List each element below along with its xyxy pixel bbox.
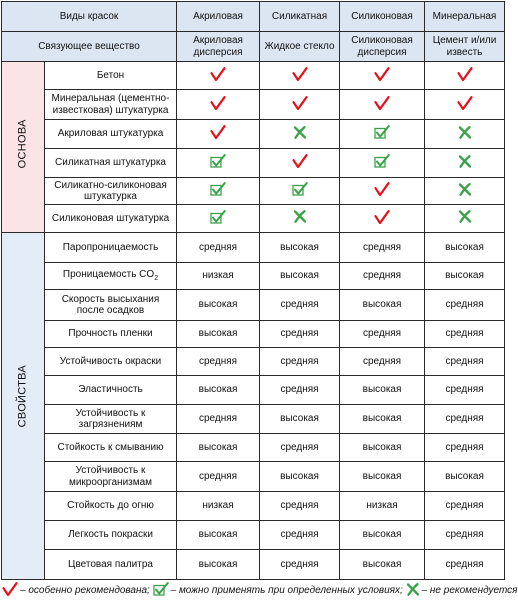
property-value: средняя bbox=[340, 263, 425, 290]
property-label-text: Проницаемость CO bbox=[62, 268, 155, 280]
binder-value: Акриловая дисперсия bbox=[177, 32, 260, 62]
base-section bbox=[2, 62, 505, 233]
property-label bbox=[45, 492, 177, 521]
property-value: средняя bbox=[260, 492, 340, 521]
base-row bbox=[2, 90, 505, 120]
property-label-text: Цветовая палитра bbox=[68, 558, 153, 570]
compatibility-cell bbox=[425, 205, 505, 233]
property-value: средняя bbox=[425, 492, 505, 521]
property-value: высокая bbox=[260, 263, 340, 290]
red-check-icon bbox=[292, 67, 308, 85]
property-value: средняя bbox=[260, 321, 340, 348]
compatibility-cell bbox=[340, 62, 425, 90]
compatibility-cell bbox=[260, 178, 340, 205]
red-check-icon bbox=[374, 182, 390, 200]
property-value: средняя bbox=[425, 434, 505, 462]
property-value: высокая bbox=[340, 290, 425, 321]
legend bbox=[2, 582, 518, 599]
property-value: средняя bbox=[425, 290, 505, 321]
paint-comparison-table bbox=[1, 1, 505, 580]
property-row bbox=[2, 376, 505, 405]
property-value: средняя bbox=[340, 233, 425, 263]
red-check-icon bbox=[374, 67, 390, 85]
base-row bbox=[2, 62, 505, 90]
green-cross-icon bbox=[458, 155, 472, 172]
legend-check-text: – особенно рекомендована; bbox=[20, 585, 150, 596]
property-value: средняя bbox=[425, 550, 505, 580]
compatibility-cell bbox=[340, 90, 425, 120]
green-box-check-icon bbox=[153, 582, 169, 599]
base-row-label: Силикатная штукатурка bbox=[45, 149, 177, 178]
compatibility-cell bbox=[425, 149, 505, 178]
property-value: высокая bbox=[177, 434, 260, 462]
property-label bbox=[45, 233, 177, 263]
base-row bbox=[2, 205, 505, 233]
property-value: высокая bbox=[260, 462, 340, 492]
property-value: высокая bbox=[340, 434, 425, 462]
property-value: высокая bbox=[425, 263, 505, 290]
property-label-text: Прочность пленки bbox=[68, 328, 153, 340]
property-label bbox=[45, 376, 177, 405]
property-label bbox=[45, 348, 177, 376]
header-col-acrylic: Акриловая bbox=[177, 2, 260, 32]
compatibility-cell bbox=[340, 149, 425, 178]
property-value: средняя bbox=[260, 521, 340, 550]
property-row bbox=[2, 233, 505, 263]
green-cross-icon bbox=[458, 210, 472, 227]
property-label-text: Легкость покраски bbox=[68, 529, 153, 541]
property-value: высокая bbox=[177, 321, 260, 348]
property-label bbox=[45, 263, 177, 290]
header-col-silicate: Силикатная bbox=[260, 2, 340, 32]
property-label bbox=[45, 321, 177, 348]
base-row-label: Акриловая штукатурка bbox=[45, 120, 177, 149]
property-value: высокая bbox=[177, 376, 260, 405]
property-value: средняя bbox=[177, 462, 260, 492]
compatibility-cell bbox=[260, 90, 340, 120]
property-value: средняя bbox=[260, 348, 340, 376]
property-value: высокая bbox=[177, 290, 260, 321]
property-value: средняя bbox=[340, 348, 425, 376]
green-box-check-icon bbox=[374, 154, 390, 172]
red-check-icon bbox=[2, 582, 18, 599]
property-row bbox=[2, 405, 505, 434]
compatibility-cell bbox=[177, 149, 260, 178]
property-label-subscript: 2 bbox=[154, 274, 159, 282]
property-label bbox=[45, 550, 177, 580]
red-check-icon bbox=[457, 96, 473, 114]
property-value: высокая bbox=[425, 233, 505, 263]
property-row bbox=[2, 263, 505, 290]
property-value: высокая bbox=[340, 405, 425, 434]
property-label-text: Паропроницаемость bbox=[62, 241, 159, 253]
header-col-mineral: Минеральная bbox=[425, 2, 505, 32]
property-label-text: Устойчивость окраски bbox=[59, 355, 162, 367]
property-row bbox=[2, 321, 505, 348]
property-label-text: Скорость высыхания после осадков bbox=[61, 293, 160, 316]
property-label-text: Устойчивость к загрязнениям bbox=[75, 407, 146, 430]
compatibility-cell bbox=[340, 205, 425, 233]
green-box-check-icon bbox=[292, 182, 308, 200]
red-check-icon bbox=[210, 96, 226, 114]
property-value: высокая bbox=[425, 462, 505, 492]
property-label bbox=[45, 462, 177, 492]
red-check-icon bbox=[292, 154, 308, 172]
red-check-icon bbox=[374, 210, 390, 228]
property-value: средняя bbox=[425, 521, 505, 550]
binder-value: Жидкое стекло bbox=[260, 32, 340, 62]
base-row-label: Силиконовая штукатурка bbox=[45, 205, 177, 233]
compatibility-cell bbox=[260, 149, 340, 178]
property-label bbox=[45, 405, 177, 434]
base-row bbox=[2, 149, 505, 178]
compatibility-cell bbox=[425, 178, 505, 205]
legend-box-text: – можно применять при определенных условиях; bbox=[170, 585, 403, 596]
compatibility-cell bbox=[425, 62, 505, 90]
properties-group-label bbox=[2, 233, 45, 580]
red-check-icon bbox=[210, 125, 226, 143]
property-value: средняя bbox=[260, 376, 340, 405]
property-value: высокая bbox=[340, 376, 425, 405]
property-row bbox=[2, 348, 505, 376]
binder-value: Цемент и/или известь bbox=[425, 32, 505, 62]
compatibility-cell bbox=[425, 120, 505, 149]
red-check-icon bbox=[374, 96, 390, 114]
base-row bbox=[2, 178, 505, 205]
red-check-icon bbox=[292, 96, 308, 114]
base-row-label: Минеральная (цементно-известковая) штукатурка bbox=[45, 90, 177, 120]
compatibility-cell bbox=[340, 120, 425, 149]
property-row bbox=[2, 492, 505, 521]
compatibility-cell bbox=[260, 120, 340, 149]
property-row bbox=[2, 462, 505, 492]
property-label-text: Стойкость к смыванию bbox=[57, 441, 164, 453]
compatibility-cell bbox=[260, 205, 340, 233]
base-row-label: Бетон bbox=[45, 62, 177, 90]
properties-group-text: СВОЙСТВА bbox=[16, 364, 29, 427]
property-value: низкая bbox=[177, 263, 260, 290]
green-cross-icon bbox=[293, 210, 307, 227]
property-value: низкая bbox=[340, 492, 425, 521]
green-cross-icon bbox=[406, 583, 420, 599]
property-value: высокая bbox=[340, 521, 425, 550]
property-value: средняя bbox=[425, 321, 505, 348]
property-value: высокая bbox=[260, 405, 340, 434]
property-value: средняя bbox=[260, 434, 340, 462]
compatibility-cell bbox=[177, 205, 260, 233]
property-label bbox=[45, 521, 177, 550]
property-row bbox=[2, 290, 505, 321]
property-value: средняя bbox=[425, 348, 505, 376]
property-label-text: Эластичность bbox=[78, 384, 143, 396]
property-value: средняя bbox=[260, 550, 340, 580]
compatibility-cell bbox=[340, 178, 425, 205]
property-row bbox=[2, 550, 505, 580]
property-value: низкая bbox=[177, 492, 260, 521]
property-value: средняя bbox=[177, 405, 260, 434]
property-value: средняя bbox=[425, 405, 505, 434]
property-value: высокая bbox=[177, 521, 260, 550]
base-group-text: ОСНОВА bbox=[16, 118, 29, 168]
compatibility-cell bbox=[177, 120, 260, 149]
header-col-silicone: Силиконовая bbox=[340, 2, 425, 32]
base-row bbox=[2, 120, 505, 149]
green-cross-icon bbox=[458, 126, 472, 143]
property-value: средняя bbox=[260, 290, 340, 321]
compatibility-cell bbox=[425, 90, 505, 120]
property-row bbox=[2, 434, 505, 462]
legend-cross-text: – не рекомендуется bbox=[421, 585, 518, 596]
property-label-text: Стойкость до огню bbox=[67, 500, 154, 512]
green-box-check-icon bbox=[210, 210, 226, 228]
green-box-check-icon bbox=[210, 154, 226, 172]
base-row-label: Силикатно-силиконовая штукатурка bbox=[45, 178, 177, 205]
compatibility-cell bbox=[177, 62, 260, 90]
binder-label: Связующее вещество bbox=[2, 32, 177, 62]
base-group-label bbox=[2, 62, 45, 233]
green-box-check-icon bbox=[374, 125, 390, 143]
green-box-check-icon bbox=[210, 182, 226, 200]
compatibility-cell bbox=[177, 90, 260, 120]
property-value: высокая bbox=[340, 550, 425, 580]
compatibility-cell bbox=[260, 62, 340, 90]
header-paint-types: Виды красок bbox=[2, 2, 177, 32]
header-row bbox=[2, 2, 505, 32]
property-value: средняя bbox=[177, 233, 260, 263]
red-check-icon bbox=[210, 67, 226, 85]
binder-value: Силиконовая дисперсия bbox=[340, 32, 425, 62]
property-label bbox=[45, 434, 177, 462]
property-value: средняя bbox=[425, 376, 505, 405]
property-value: средняя bbox=[177, 348, 260, 376]
binder-row bbox=[2, 32, 505, 62]
property-value: высокая bbox=[340, 462, 425, 492]
compatibility-cell bbox=[177, 178, 260, 205]
red-check-icon bbox=[457, 67, 473, 85]
green-cross-icon bbox=[293, 126, 307, 143]
property-value: высокая bbox=[260, 233, 340, 263]
property-label-text: Устойчивость к микроорганизмам bbox=[68, 465, 153, 488]
property-row bbox=[2, 521, 505, 550]
green-cross-icon bbox=[458, 183, 472, 200]
property-value: средняя bbox=[340, 321, 425, 348]
properties-section bbox=[2, 233, 505, 580]
property-value: высокая bbox=[177, 550, 260, 580]
property-label bbox=[45, 290, 177, 321]
